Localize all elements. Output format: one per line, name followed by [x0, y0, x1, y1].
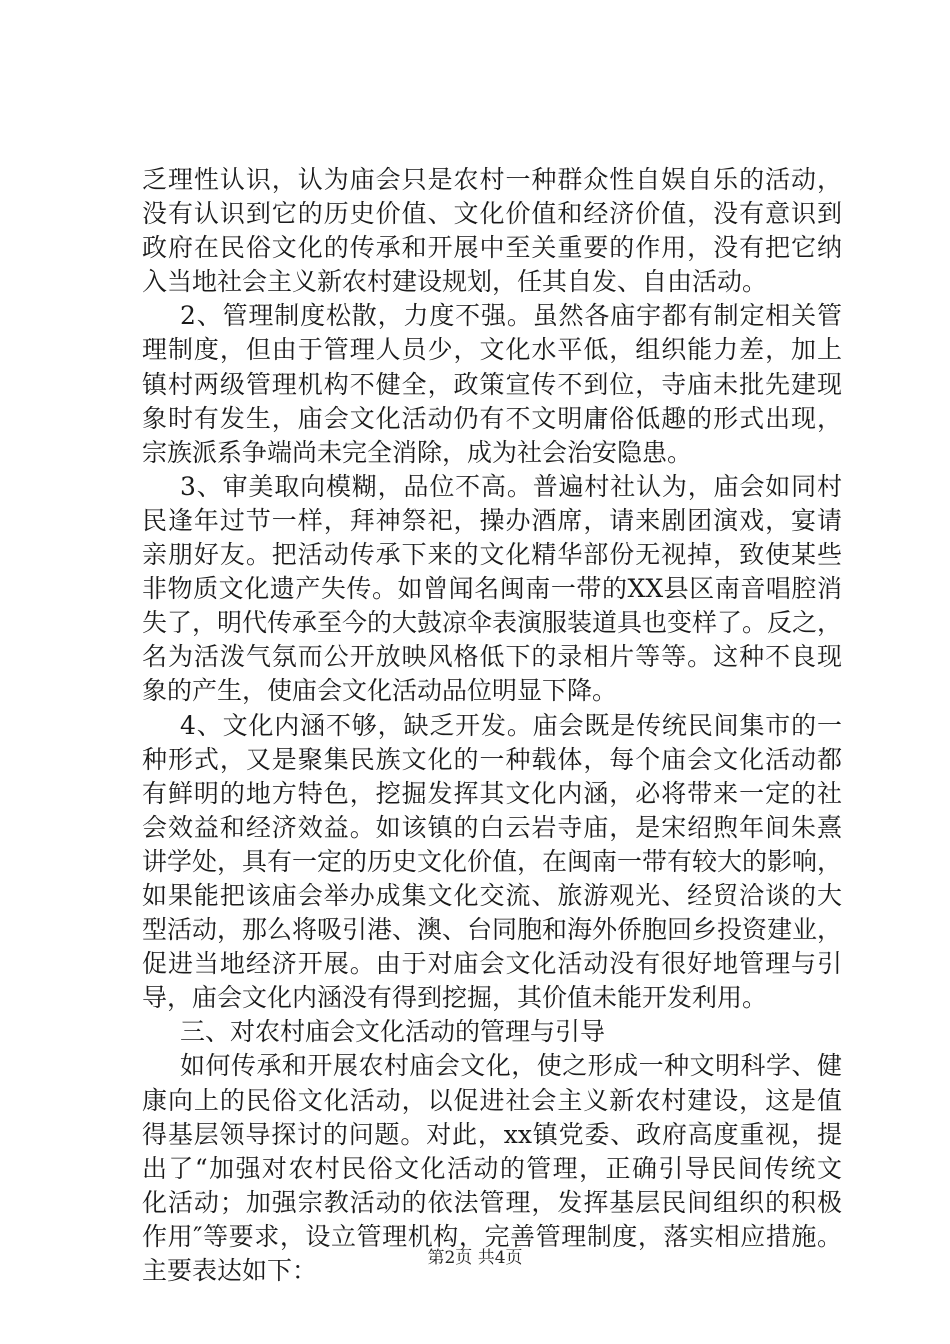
text-line: 如何传承和开展农村庙会文化，使之形成一种文明科学、健 — [180, 1051, 842, 1081]
text-line: 讲学处，具有一定的历史文化价值，在闽南一带有较大的影响， — [142, 846, 843, 876]
text-line: 没有认识到它的历史价值、文化价值和经济价值，没有意识到 — [142, 199, 842, 229]
text-line: 象时有发生，庙会文化活动仍有不文明庸俗低趣的形式出现， — [142, 403, 842, 433]
text-line: 化活动；加强宗教活动的依法管理，发挥基层民间组织的积极 — [142, 1187, 842, 1217]
text-line: 政府在民俗文化的传承和开展中至关重要的作用，没有把它纳 — [142, 233, 842, 263]
document-body — [142, 163, 842, 1288]
text-line: 亲朋好友。把活动传承下来的文化精华部份无视掉，致使某些 — [142, 540, 842, 570]
text-line: 得基层领导探讨的问题。对此，xx镇党委、政府高度重视，提 — [142, 1119, 842, 1149]
text-line: 宗族派系争端尚未完全消除，成为社会治安隐患。 — [142, 437, 693, 467]
text-line: 有鲜明的地方特色，挖掘发挥其文化内涵，必将带来一定的社 — [142, 778, 842, 808]
text-line: 导，庙会文化内涵没有得到挖掘，其价值未能开发利用。 — [142, 983, 768, 1013]
text-line: 促进当地经济开展。由于对庙会文化活动没有很好地管理与引 — [142, 949, 842, 979]
text-line: 出了“加强对农村民俗文化活动的管理，正确引导民间传统文 — [142, 1153, 842, 1183]
text-line: 镇村两级管理机构不健全，政策宣传不到位，寺庙未批先建现 — [142, 369, 842, 399]
text-line: 康向上的民俗文化活动，以促进社会主义新农村建设，这是值 — [142, 1085, 842, 1115]
text-line: 会效益和经济效益。如该镇的白云岩寺庙，是宋绍煦年间朱熹 — [142, 812, 842, 842]
text-line: 4、文化内涵不够，缺乏开发。庙会既是传统民间集市的一 — [180, 710, 842, 740]
text-line: 象的产生，使庙会文化活动品位明显下降。 — [142, 676, 618, 706]
text-line: 入当地社会主义新农村建设规划，任其自发、自由活动。 — [142, 267, 768, 297]
text-line: 失了，明代传承至今的大鼓凉伞表演服装道具也变样了。反之， — [142, 608, 843, 638]
text-line: 主要表达如下： — [142, 1256, 318, 1285]
text-line: 民逢年过节一样，拜神祭祀，操办酒席，请来剧团演戏，宴请 — [142, 505, 842, 535]
text-line: 名为活泼气氛而公开放映风格低下的录相片等等。这种不良现 — [142, 642, 842, 672]
text-line: 理制度，但由于管理人员少，文化水平低，组织能力差，加上 — [142, 335, 842, 365]
text-line: 乏理性认识，认为庙会只是农村一种群众性自娱自乐的活动， — [142, 165, 842, 194]
text-line: 三、对农村庙会文化活动的管理与引导 — [180, 1017, 606, 1047]
text-line: 型活动，那么将吸引港、澳、台同胞和海外侨胞回乡投资建业， — [142, 915, 843, 945]
text-line: 作用″等要求，设立管理机构，完善管理制度，落实相应措施。 — [142, 1221, 842, 1251]
text-line: 种形式，又是聚集民族文化的一种载体，每个庙会文化活动都 — [142, 744, 842, 774]
text-line: 2、管理制度松散，力度不强。虽然各庙宇都有制定相关管 — [180, 301, 842, 331]
text-line: 3、审美取向模糊，品位不高。普遍村社认为，庙会如同村 — [180, 471, 842, 501]
text-line: 非物质文化遗产失传。如曾闻名闽南一带的XX县区南音唱腔消 — [142, 574, 842, 604]
page-footer: 第2页 共4页 — [427, 1248, 523, 1268]
text-line: 如果能把该庙会举办成集文化交流、旅游观光、经贸洽谈的大 — [142, 880, 842, 910]
